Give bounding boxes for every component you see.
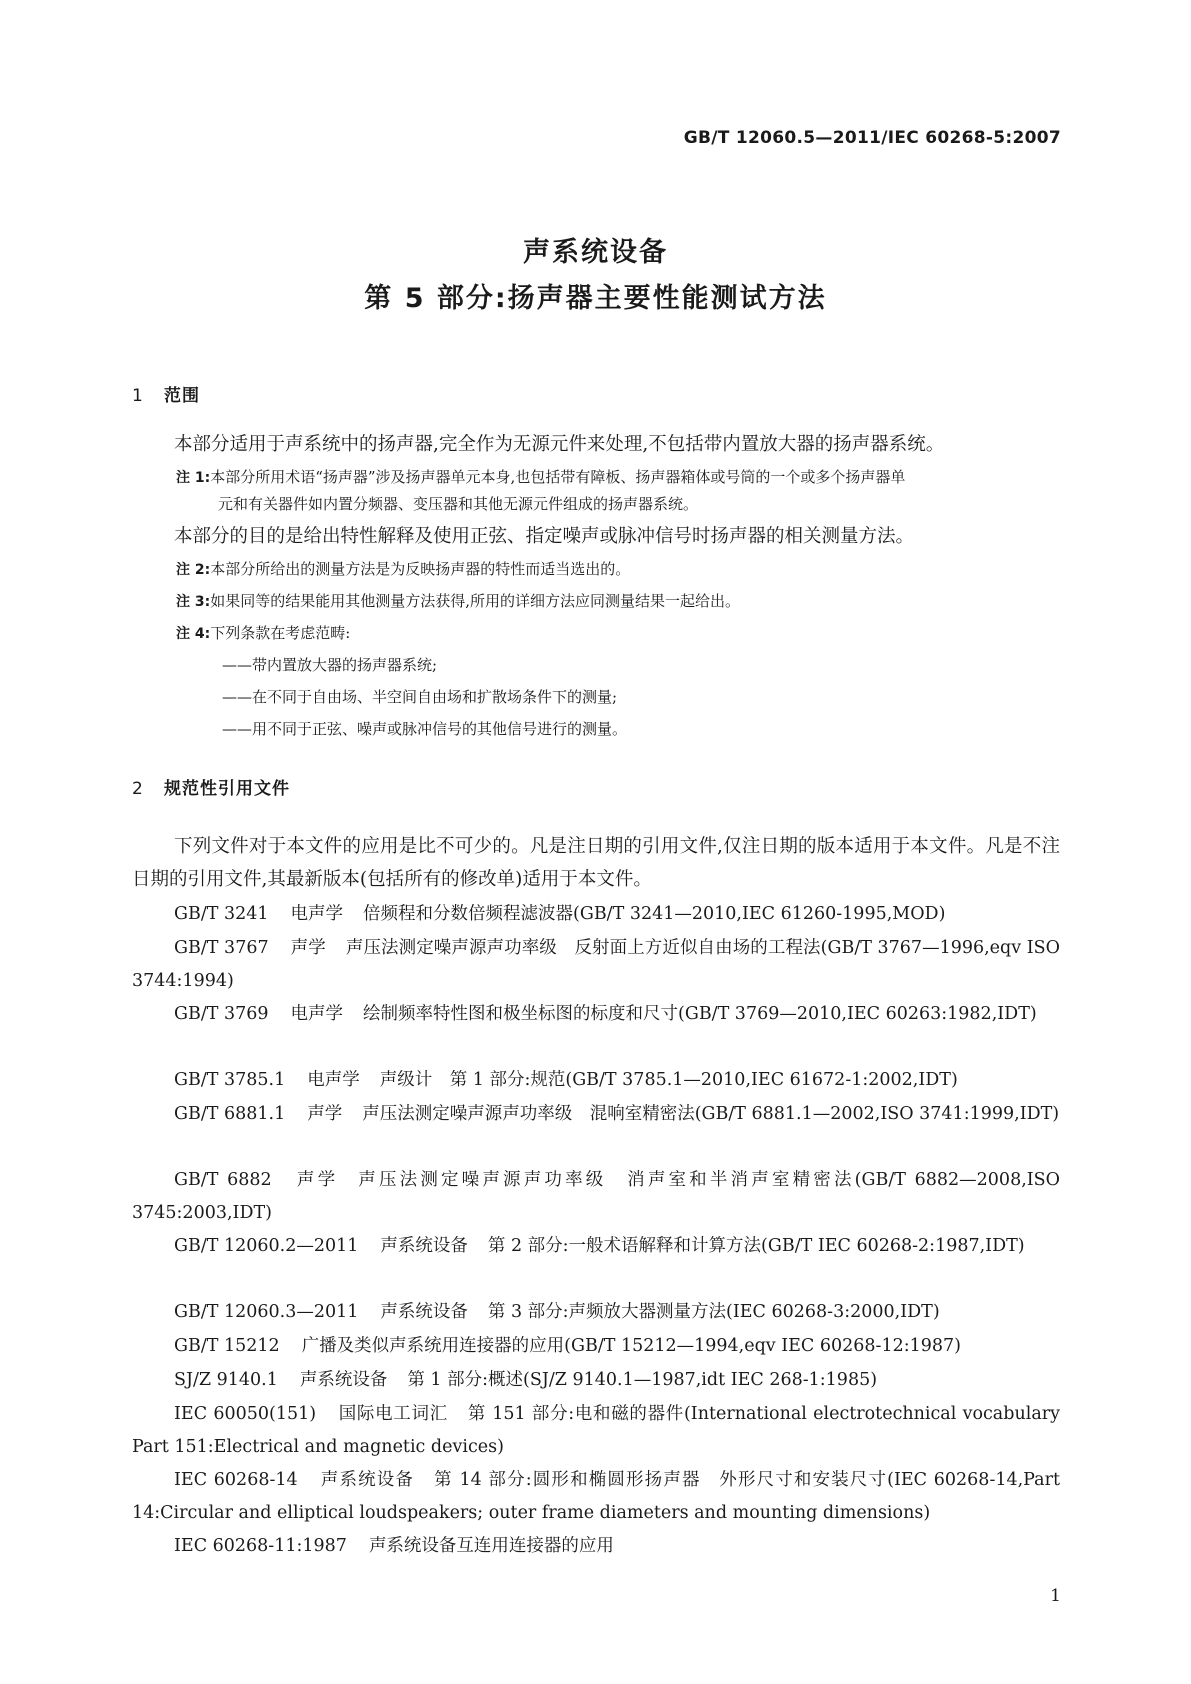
note-text: 本部分所用术语“扬声器”涉及扬声器单元本身,也包括带有障板、扬声器箱体或号筒的一个或多个扬声器单 [210,468,906,486]
page-number: 1 [1050,1586,1061,1606]
list-item: ——用不同于正弦、噪声或脉冲信号的其他信号进行的测量。 [222,720,628,738]
note-text: 如果同等的结果能用其他测量方法获得,所用的详细方法应同测量结果一起给出。 [210,592,740,610]
reference-entry: SJ/Z 9140.1 声系统设备 第 1 部分:概述(SJ/Z 9140.1—1987,idt IEC 268-1:1985) [174,1370,878,1390]
note-1 [176,464,1060,492]
list-item: ——在不同于自由场、半空间自由场和扩散场条件下的测量; [222,688,618,706]
note-2 [176,556,1060,584]
section-title: 范围 [164,386,200,406]
reference-entry: GB/T 3785.1 电声学 声级计 第 1 部分:规范(GB/T 3785.1—2010,IEC 61672-1:2002,IDT) [174,1070,958,1090]
reference-entry: GB/T 12060.2—2011 声系统设备 第 2 部分:一般术语解释和计算方法(GB/T IEC 60268-2:1987,IDT) [174,1236,1025,1256]
note-label: 注 3: [176,594,211,610]
note-label: 注 2: [176,562,211,578]
note-label: 注 4: [176,626,211,642]
scope-paragraph-2: 本部分的目的是给出特性解释及使用正弦、指定噪声或脉冲信号时扬声器的相关测量方法。 [174,526,915,547]
reference-entry: GB/T 12060.3—2011 声系统设备 第 3 部分:声频放大器测量方法(IEC 60268-3:2000,IDT) [174,1302,940,1322]
note-text: 下列条款在考虑范畴: [210,624,351,642]
note-4 [176,620,1060,648]
section-heading-scope [132,381,200,406]
section-heading-references [132,774,290,799]
list-item: ——带内置放大器的扬声器系统; [222,656,438,674]
standard-code: GB/T 12060.5—2011/IEC 60268-5:2007 [683,128,1061,148]
reference-entry: IEC 60050(151) 国际电工词汇 第 151 部分:电和磁的器件(International electrotechnical vocabulary Part 151:Electrical and magnetic devices) [132,1404,1060,1457]
section-title: 规范性引用文件 [164,779,290,799]
reference-entry: GB/T 3767 声学 声压法测定噪声源声功率级 反射面上方近似自由场的工程法(GB/T 3767—1996,eqv ISO 3744:1994) [132,938,1061,991]
reference-entry: GB/T 6882 声学 声压法测定噪声源声功率级 消声室和半消声室精密法(GB/T 6882—2008,ISO 3745:2003,IDT) [132,1170,1061,1223]
scope-paragraph-1: 本部分适用于声系统中的扬声器,完全作为无源元件来处理,不包括带内置放大器的扬声器系统。 [174,434,945,455]
reference-entry: GB/T 3769 电声学 绘制频率特性图和极坐标图的标度和尺寸(GB/T 3769—2010,IEC 60263:1982,IDT) [174,1004,1037,1024]
note-text: 本部分所给出的测量方法是为反映扬声器的特性而适当选出的。 [210,560,631,578]
note-label: 注 1: [176,470,211,486]
section-number: 1 [132,386,144,406]
document-title: 声系统设备 [523,237,668,268]
section-number: 2 [132,779,144,799]
references-intro: 下列文件对于本文件的应用是比不可少的。凡是注日期的引用文件,仅注日期的版本适用于本文件。凡是不注日期的引用文件,其最新版本(包括所有的修改单)适用于本文件。 [132,836,1060,890]
reference-entry: GB/T 6881.1 声学 声压法测定噪声源声功率级 混响室精密法(GB/T 6881.1—2002,ISO 3741:1999,IDT) [174,1104,1060,1124]
reference-entry: IEC 60268-11:1987 声系统设备互连用连接器的应用 [174,1536,614,1556]
note-3 [176,588,1060,616]
note-1-continuation: 元和有关器件如内置分频器、变压器和其他无源元件组成的扬声器系统。 [218,495,699,513]
reference-entry: GB/T 3241 电声学 倍频程和分数倍频程滤波器(GB/T 3241—2010,IEC 61260-1995,MOD) [174,904,946,924]
reference-entry: IEC 60268-14 声系统设备 第 14 部分:圆形和椭圆形扬声器 外形尺寸和安装尺寸(IEC 60268-14,Part 14:Circular and elliptical loudspeakers; outer frame diameters and mounting dimensions) [132,1470,1061,1523]
document-subtitle: 第 5 部分:扬声器主要性能测试方法 [364,283,827,314]
reference-entry: GB/T 15212 广播及类似声系统用连接器的应用(GB/T 15212—1994,eqv IEC 60268-12:1987) [174,1336,961,1356]
